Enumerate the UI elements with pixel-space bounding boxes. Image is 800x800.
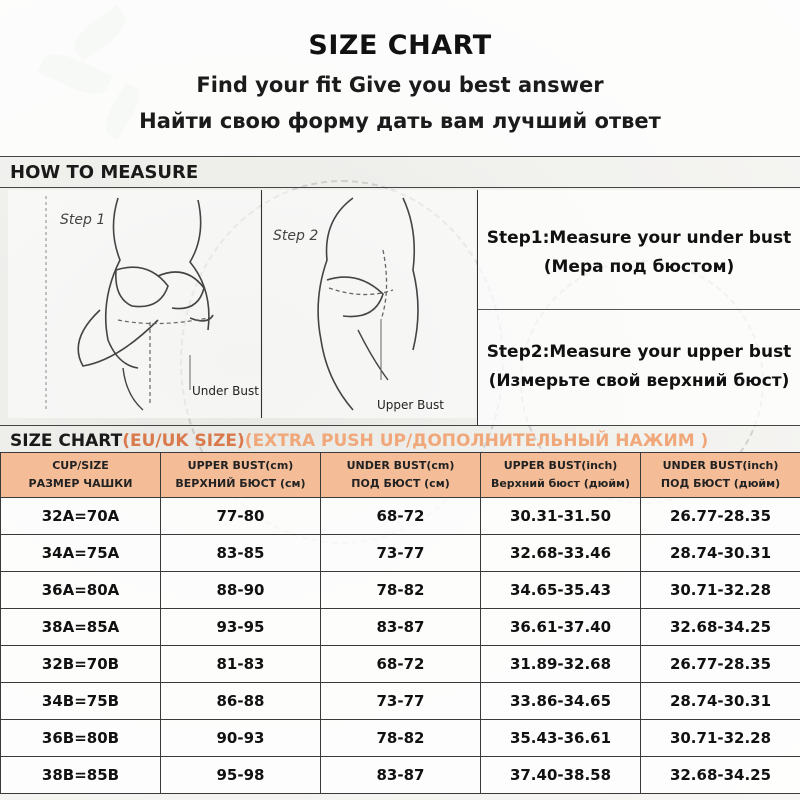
column-header-ru: ПОД БЮСТ (см) — [351, 477, 450, 490]
column-header-ru: РАЗМЕР ЧАШКИ — [28, 477, 133, 490]
upper-bust-cm-cell: 83-85 — [161, 535, 321, 572]
size-chart-heading-eu: (EU/UK SIZE) — [122, 431, 245, 451]
upper-bust-inch-cell: 32.68-33.46 — [481, 535, 641, 572]
subtitle-english: Find your fit Give you best answer — [196, 73, 604, 97]
upper-bust-inch-cell: 31.89-32.68 — [481, 646, 641, 683]
column-header — [641, 453, 800, 498]
table-header-row — [1, 453, 800, 498]
upper-bust-inch-cell: 35.43-36.61 — [481, 720, 641, 757]
column-header-en: UNDER BUST(cm) — [346, 459, 455, 472]
column-header-ru: ПОД БЮСТ (дюйм) — [660, 477, 781, 490]
upper-bust-figure-illustration — [263, 190, 476, 418]
upper-bust-inch-cell: 37.40-38.58 — [481, 757, 641, 794]
section-divider — [0, 187, 800, 188]
column-header — [321, 453, 481, 498]
upper-bust-cm-cell: 95-98 — [161, 757, 321, 794]
under-bust-cm-cell: 83-87 — [321, 609, 481, 646]
table-row — [1, 535, 800, 572]
table-row — [1, 757, 800, 794]
under-bust-inch-cell: 30.71-32.28 — [641, 572, 800, 609]
size-table — [0, 452, 800, 794]
table-row — [1, 720, 800, 757]
under-bust-inch-cell: 28.74-30.31 — [641, 683, 800, 720]
column-header — [481, 453, 641, 498]
cup-size-cell: 34B=75B — [1, 683, 161, 720]
cup-size-cell: 38B=85B — [1, 757, 161, 794]
diagram-divider — [261, 190, 262, 418]
under-bust-inch-cell: 28.74-30.31 — [641, 535, 800, 572]
table-row — [1, 646, 800, 683]
header-banner — [0, 0, 800, 157]
under-bust-cm-cell: 73-77 — [321, 535, 481, 572]
upper-bust-cm-cell: 86-88 — [161, 683, 321, 720]
section-divider — [0, 425, 800, 426]
table-row — [1, 683, 800, 720]
under-bust-cm-cell: 73-77 — [321, 683, 481, 720]
step-2-caption: Step 2 — [273, 228, 319, 244]
steps-divider — [478, 309, 800, 310]
under-bust-inch-cell: 30.71-32.28 — [641, 720, 800, 757]
column-header — [161, 453, 321, 498]
cup-size-cell: 32B=70B — [1, 646, 161, 683]
under-bust-inch-cell: 26.77-28.35 — [641, 646, 800, 683]
cup-size-cell: 38A=85A — [1, 609, 161, 646]
under-bust-inch-cell: 26.77-28.35 — [641, 498, 800, 535]
cup-size-cell: 36A=80A — [1, 572, 161, 609]
upper-bust-diagram — [263, 190, 476, 418]
upper-bust-cm-cell: 81-83 — [161, 646, 321, 683]
column-header-en: CUP/SIZE — [52, 459, 109, 472]
under-bust-diagram — [8, 190, 260, 418]
upper-bust-inch-cell: 33.86-34.65 — [481, 683, 641, 720]
under-bust-inch-cell: 32.68-34.25 — [641, 609, 800, 646]
table-row — [1, 609, 800, 646]
under-bust-cm-cell: 68-72 — [321, 498, 481, 535]
upper-bust-cm-cell: 93-95 — [161, 609, 321, 646]
step-1-instruction: Step1:Measure your under bust — [486, 228, 792, 248]
under-bust-cm-cell: 78-82 — [321, 572, 481, 609]
how-to-measure-heading: HOW TO MEASURE — [10, 162, 199, 183]
measure-steps-panel — [478, 190, 800, 426]
under-bust-inch-cell: 32.68-34.25 — [641, 757, 800, 794]
cup-size-cell: 36B=80B — [1, 720, 161, 757]
column-header-ru: Верхний бюст (дюйм) — [490, 477, 631, 490]
column-header-ru: ВЕРХНИЙ БЮСТ (см) — [175, 477, 306, 490]
subtitle-russian: Найти свою форму дать вам лучший ответ — [139, 109, 661, 133]
column-header-en: UNDER BUST(inch) — [662, 459, 779, 472]
step-2-instruction-russian: (Измерьте свой верхний бюст) — [488, 371, 790, 391]
upper-bust-inch-cell: 34.65-35.43 — [481, 572, 641, 609]
step-2-instruction: Step2:Measure your upper bust — [486, 342, 792, 362]
under-bust-caption: Under Bust — [192, 384, 259, 398]
table-row — [1, 498, 800, 535]
under-bust-cm-cell: 68-72 — [321, 646, 481, 683]
upper-bust-caption: Upper Bust — [377, 398, 444, 412]
upper-bust-cm-cell: 88-90 — [161, 572, 321, 609]
size-chart-heading — [10, 431, 708, 451]
step-1-instruction-russian: (Мера под бюстом) — [543, 257, 735, 277]
table-row — [1, 572, 800, 609]
upper-bust-cm-cell: 77-80 — [161, 498, 321, 535]
under-bust-cm-cell: 78-82 — [321, 720, 481, 757]
size-chart-heading-base: SIZE CHART — [10, 431, 123, 451]
column-header — [1, 453, 161, 498]
upper-bust-inch-cell: 36.61-37.40 — [481, 609, 641, 646]
upper-bust-inch-cell: 30.31-31.50 — [481, 498, 641, 535]
column-header-en: UPPER BUST(inch) — [503, 459, 618, 472]
step-1-caption: Step 1 — [60, 212, 106, 228]
cup-size-cell: 32A=70A — [1, 498, 161, 535]
page-title: SIZE CHART — [308, 30, 492, 61]
size-chart-heading-extra: (EXTRA PUSH UP/ДОПОЛНИТЕЛЬНЫЙ НАЖИМ ) — [244, 431, 709, 451]
column-header-en: UPPER BUST(cm) — [187, 459, 294, 472]
upper-bust-cm-cell: 90-93 — [161, 720, 321, 757]
cup-size-cell: 34A=75A — [1, 535, 161, 572]
under-bust-cm-cell: 83-87 — [321, 757, 481, 794]
